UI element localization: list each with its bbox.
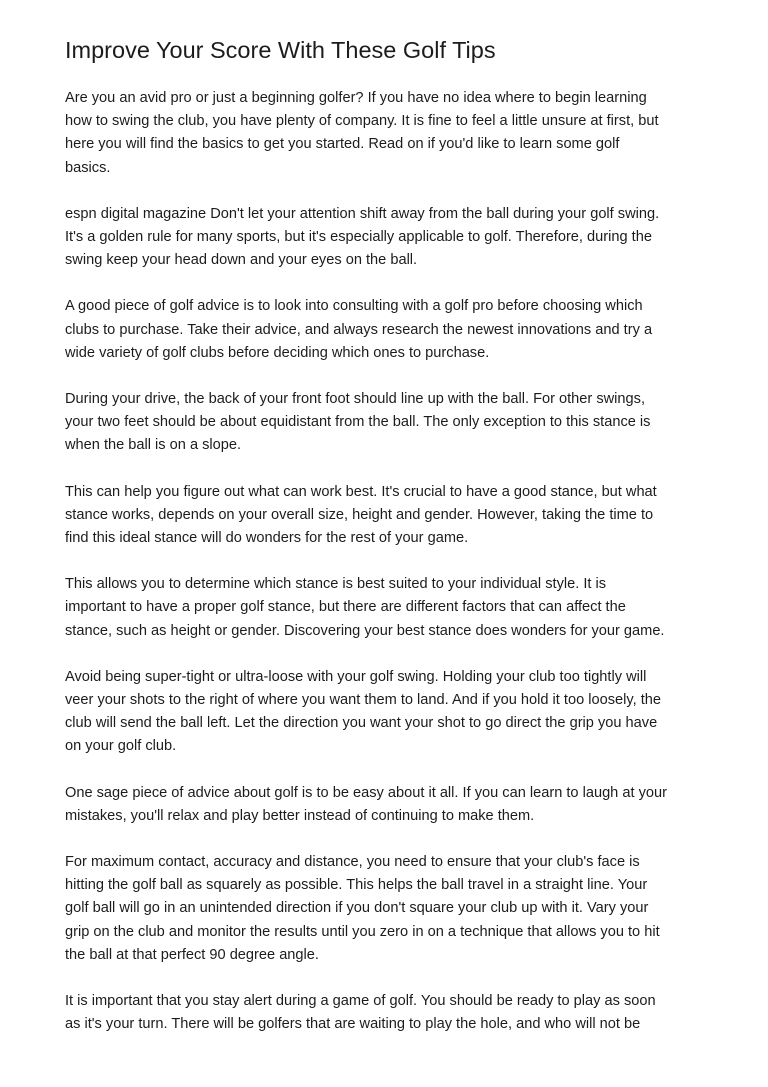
paragraph-line: the ball at that perfect 90 degree angle. [65,946,319,963]
paragraph-line: find this ideal stance will do wonders for the rest of your game. [65,530,469,547]
paragraph [65,388,715,458]
paragraph [65,573,715,643]
paragraph-line: grip on the club and monitor the results until you zero in on a technique that allows you to hit [65,923,660,940]
paragraph-line: golf ball will go in an unintended direction if you don't square your club up with it. Vary your [65,900,649,917]
paragraph [65,481,715,551]
paragraph-line: mistakes, you'll relax and play better instead of continuing to make them. [65,807,535,824]
paragraph [65,203,715,273]
paragraph-line: wide variety of golf clubs before deciding which ones to purchase. [65,344,490,361]
paragraph-line: club will send the ball left. Let the direction you want your shot to go direct the grip you have [65,715,658,732]
paragraph-line: A good piece of golf advice is to look into consulting with a golf pro before choosing which [65,298,643,315]
document-title: Improve Your Score With These Golf Tips [65,37,496,63]
paragraph-line: This allows you to determine which stance is best suited to your individual style. It is [65,576,607,593]
paragraph-line: It is important that you stay alert during a game of golf. You should be ready to play as soon [65,993,656,1010]
paragraph [65,851,715,967]
paragraph-line: One sage piece of advice about golf is to be easy about it all. If you can learn to laugh at your [65,784,667,801]
paragraph-line: as it's your turn. There will be golfers that are waiting to play the hole, and who will not be [65,1016,641,1033]
paragraph-line: when the ball is on a slope. [65,437,242,454]
document-page [65,0,715,1087]
paragraph [65,666,715,759]
paragraph-line: It's a golden rule for many sports, but it's especially applicable to golf. Therefore, during the [65,229,652,246]
paragraph-line: veer your shots to the right of where you want them to land. And if you hold it too loosely, the [65,692,661,709]
paragraph-line: on your golf club. [65,738,177,755]
paragraph-line: here you will find the basics to get you started. Read on if you'd like to learn some golf [65,136,620,153]
paragraph-line: your two feet should be about equidistant from the ball. The only exception to this stance is [65,414,651,431]
paragraph-line: swing keep your head down and your eyes on the ball. [65,252,418,269]
paragraph-line: important to have a proper golf stance, but there are different factors that can affect the [65,599,626,616]
paragraph-line: how to swing the club, you have plenty of company. It is fine to feel a little unsure at first, but [65,113,659,130]
paragraph [65,990,715,1036]
paragraph-line: stance, such as height or gender. Discovering your best stance does wonders for your game. [65,622,665,639]
paragraph-line: During your drive, the back of your front foot should line up with the ball. For other swings, [65,391,645,408]
paragraph-line: espn digital magazine Don't let your attention shift away from the ball during your golf swing. [65,205,660,222]
paragraph-line: clubs to purchase. Take their advice, and always research the newest innovations and try a [65,321,653,338]
paragraph-line: hitting the golf ball as squarely as possible. This helps the ball travel in a straight line. Your [65,877,648,894]
paragraph-line: For maximum contact, accuracy and distance, you need to ensure that your club's face is [65,854,640,871]
paragraph-line: Avoid being super-tight or ultra-loose with your golf swing. Holding your club too tightly will [65,668,647,685]
paragraph [65,295,715,365]
paragraph-line: Are you an avid pro or just a beginning golfer? If you have no idea where to begin learning [65,90,647,106]
paragraph-line: basics. [65,159,111,176]
document-body [65,87,715,1060]
paragraph [65,782,715,828]
paragraph [65,87,715,180]
paragraph-line: This can help you figure out what can work best. It's crucial to have a good stance, but what [65,483,657,500]
paragraph-line: stance works, depends on your overall size, height and gender. However, taking the time to [65,506,654,523]
